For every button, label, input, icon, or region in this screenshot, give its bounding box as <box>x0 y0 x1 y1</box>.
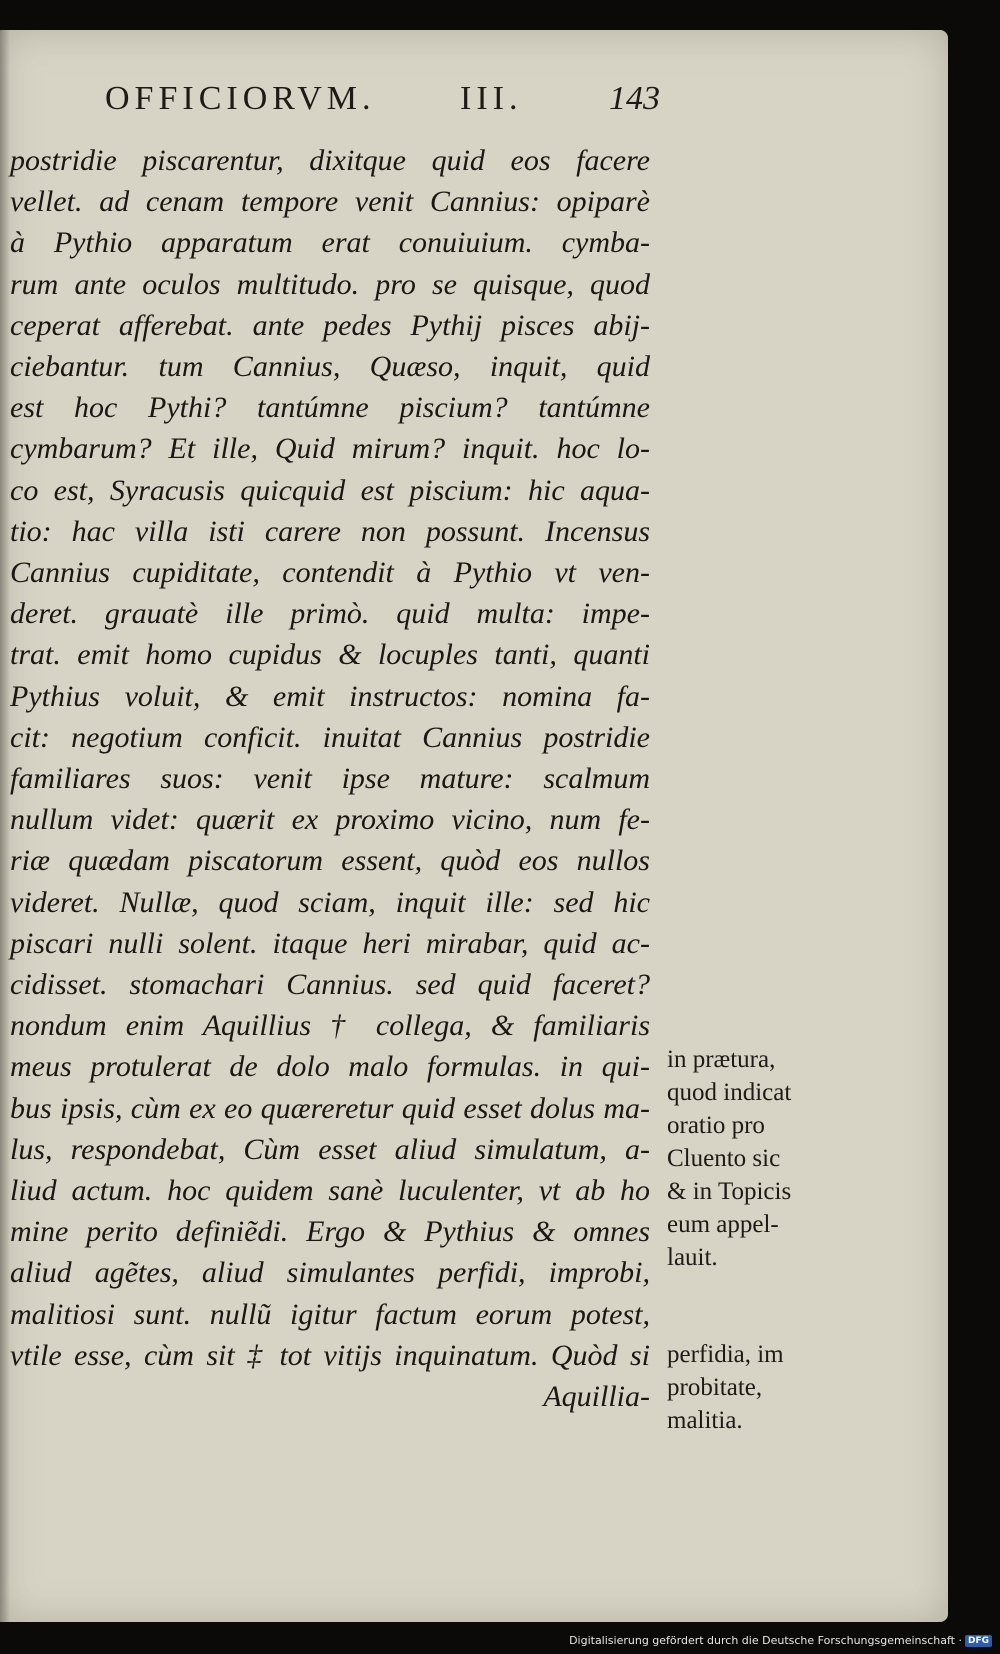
text-line: Cannius cupiditate, contendit à Pythio vt ven- <box>10 556 650 590</box>
text-line: bus ipsis, cùm ex eo quæreretur quid esset dolus ma- <box>10 1091 650 1125</box>
body-text <box>10 140 650 1417</box>
text-line: Aquillia- <box>543 1380 650 1414</box>
text-line: aliud agẽtes, aliud simulantes perfidi, improbi, <box>10 1256 650 1290</box>
text-line: piscari nulli solent. itaque heri mirabar, quid ac- <box>10 926 650 960</box>
margin-note-line: malitia. <box>667 1407 743 1434</box>
text-line: malitiosi sunt. nullũ igitur factum eorum potest, <box>10 1297 650 1331</box>
dfg-logo: DFG <box>965 1635 992 1647</box>
margin-note-line: lauit. <box>667 1244 718 1271</box>
text-line: mine perito definiẽdi. Ergo & Pythius & omnes <box>10 1215 650 1249</box>
text-line: lus, respondebat, Cùm esset aliud simulatum, a- <box>10 1132 650 1166</box>
margin-note-line: eum appel- <box>667 1211 779 1238</box>
text-line: co est, Syracusis quicquid est piscium: hic aqua- <box>10 473 650 507</box>
digitization-credit <box>569 1634 992 1647</box>
text-line: meus protulerat de dolo malo formulas. in qui- <box>10 1050 650 1084</box>
text-line: deret. grauatè ille primò. quid multa: impe- <box>10 597 650 631</box>
text-line: liud actum. hoc quidem sanè luculenter, vt ab ho <box>10 1174 650 1208</box>
text-line: cymbarum? Et ille, Quid mirum? inquit. hoc lo- <box>10 432 650 466</box>
text-line: trat. emit homo cupidus & locuples tanti, quanti <box>10 638 650 672</box>
text-line: vtile esse, cùm sit ‡ tot vitijs inquinatum. Quòd si <box>10 1338 650 1372</box>
text-line: ciebantur. tum Cannius, Quæso, inquit, quid <box>10 350 650 384</box>
text-line: vellet. ad cenam tempore venit Cannius: opiparè <box>10 185 650 219</box>
margin-note-line: oratio pro <box>667 1112 765 1139</box>
book-number: III. <box>460 80 523 117</box>
text-line: nullum videt: quærit ex proximo vicino, num fe- <box>10 803 650 837</box>
text-line: est hoc Pythi? tantúmne piscium? tantúmne <box>10 391 650 425</box>
text-line: ceperat afferebat. ante pedes Pythij pisces abij- <box>10 308 650 342</box>
credit-text: Digitalisierung gefördert durch die Deutsche Forschungsgemeinschaft · <box>569 1634 962 1647</box>
margin-note-line: & in Topicis <box>667 1178 792 1205</box>
page-number: 143 <box>609 80 660 117</box>
running-title: OFFICIORVM. <box>105 80 376 117</box>
margin-note-line: Cluento sic <box>667 1145 781 1172</box>
margin-note-line: quod indicat <box>667 1079 792 1106</box>
text-line: rum ante oculos multitudo. pro se quisque, quod <box>10 267 650 301</box>
margin-note-line: probitate, <box>667 1374 763 1401</box>
margin-note-praetura <box>667 1043 847 1274</box>
margin-note-line: in prætura, <box>667 1046 776 1073</box>
text-line: à Pythio apparatum erat conuiuium. cymba- <box>10 226 650 260</box>
page-header <box>105 80 660 130</box>
text-line: familiares suos: venit ipse mature: scalmum <box>10 762 650 796</box>
text-line: postridie piscarentur, dixitque quid eos facere <box>10 144 650 177</box>
text-line: cit: negotium conficit. inuitat Cannius postridie <box>10 720 650 754</box>
text-line: videret. Nullæ, quod sciam, inquit ille: sed hic <box>10 885 650 919</box>
text-line: tio: hac villa isti carere non possunt. Incensus <box>10 514 650 548</box>
text-line: Pythius voluit, & emit instructos: nomina fa- <box>10 679 650 713</box>
book-page <box>0 30 948 1622</box>
text-line: riæ quædam piscatorum essent, quòd eos nullos <box>10 844 650 878</box>
margin-note-line: perfidia, im <box>667 1341 784 1368</box>
margin-note-perfidia <box>667 1338 847 1437</box>
text-line: nondum enim Aquillius † collega, & familiaris <box>10 1009 650 1043</box>
text-line: cidisset. stomachari Cannius. sed quid faceret? <box>10 968 650 1002</box>
